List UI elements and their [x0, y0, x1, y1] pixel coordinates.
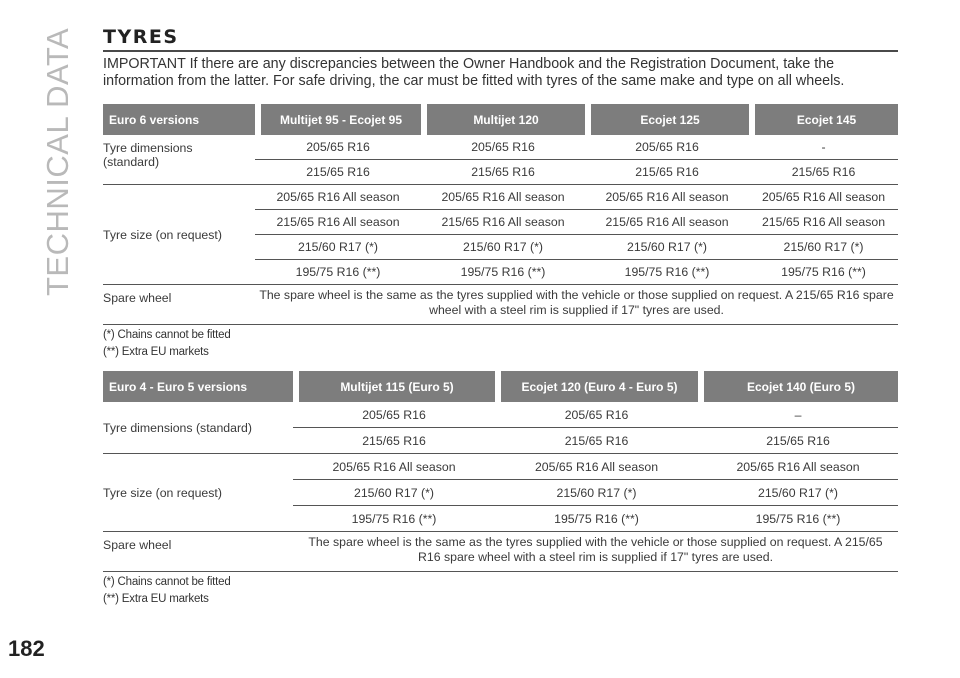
column-header: Euro 4 - Euro 5 versions [103, 371, 293, 402]
row-label: Tyre size (on request) [103, 454, 293, 532]
table-cell: 215/65 R16 All season [421, 210, 585, 235]
table-row [103, 402, 898, 428]
table-cell: 215/65 R16 All season [255, 210, 421, 235]
column-header: Ecojet 120 (Euro 4 - Euro 5) [495, 371, 698, 402]
table-cell: 215/65 R16 [495, 428, 698, 454]
table-cell: 215/65 R16 [749, 160, 898, 185]
spare-wheel-text: The spare wheel is the same as the tyres supplied with the vehicle or those supplied on request. A 215/65 R16 spare wheel with a steel rim is supplied if 17" tyres are used. [293, 532, 898, 572]
table-cell: 205/65 R16 [293, 402, 495, 428]
table-cell: 205/65 R16 All season [585, 185, 749, 210]
footnote: (*) Chains cannot be fitted [103, 576, 231, 588]
column-header: Ecojet 145 [749, 104, 898, 135]
table-cell: 195/75 R16 (**) [495, 506, 698, 532]
table-cell: 215/65 R16 [698, 428, 898, 454]
table-cell: 215/60 R17 (*) [421, 235, 585, 260]
page-content [103, 26, 898, 616]
tyres-table-euro6 [103, 104, 898, 325]
column-header: Multijet 95 - Ecojet 95 [255, 104, 421, 135]
table-cell: 195/75 R16 (**) [585, 260, 749, 285]
table-cell: 215/65 R16 All season [585, 210, 749, 235]
row-label: Tyre size (on request) [103, 185, 255, 285]
table-cell: 205/65 R16 All season [293, 454, 495, 480]
table-row [103, 454, 898, 480]
table-cell: 205/65 R16 [495, 402, 698, 428]
table-cell: - [749, 135, 898, 160]
table-cell: 215/60 R17 (*) [585, 235, 749, 260]
row-label: Tyre dimensions (standard) [103, 135, 255, 185]
table-row [103, 185, 898, 210]
table-cell: 215/65 R16 [421, 160, 585, 185]
table-cell: 205/65 R16 All season [421, 185, 585, 210]
section-side-label [40, 24, 74, 324]
row-label: Tyre dimensions (standard) [103, 402, 293, 454]
section-side-label-text: TECHNICAL DATA [40, 27, 75, 296]
table-cell: 205/65 R16 [585, 135, 749, 160]
table-cell: 205/65 R16 [255, 135, 421, 160]
table-cell: 205/65 R16 All season [749, 185, 898, 210]
intro-paragraph: IMPORTANT If there are any discrepancies between the Owner Handbook and the Registration Document, take the information from the latter. For safe driving, the car must be fitted with tyres of the same make and type on all wheels. [103, 56, 845, 89]
page-number: 182 [8, 636, 45, 661]
table-cell: 215/60 R17 (*) [495, 480, 698, 506]
footnote: (**) Extra EU markets [103, 593, 209, 605]
footnote: (**) Extra EU markets [103, 346, 209, 358]
table-cell: 215/60 R17 (*) [749, 235, 898, 260]
column-header: Ecojet 140 (Euro 5) [698, 371, 898, 402]
row-label: Spare wheel [103, 532, 293, 572]
table-cell: 195/75 R16 (**) [255, 260, 421, 285]
footnote: (*) Chains cannot be fitted [103, 329, 231, 341]
table-cell: 215/65 R16 [255, 160, 421, 185]
spare-wheel-text: The spare wheel is the same as the tyres supplied with the vehicle or those supplied on request. A 215/65 R16 spare wheel with a steel rim is supplied if 17" tyres are used. [255, 285, 898, 325]
section-heading: TYRES [103, 26, 898, 52]
footnotes [103, 327, 898, 361]
row-label: Spare wheel [103, 285, 255, 325]
tyres-table-euro4-euro5 [103, 371, 898, 572]
table-row [103, 285, 898, 325]
column-header: Multijet 115 (Euro 5) [293, 371, 495, 402]
table-row [103, 135, 898, 160]
table-cell: 215/60 R17 (*) [255, 235, 421, 260]
table-cell: 215/60 R17 (*) [698, 480, 898, 506]
footnotes [103, 574, 898, 608]
table-cell: 195/75 R16 (**) [749, 260, 898, 285]
table-cell: 215/60 R17 (*) [293, 480, 495, 506]
table-cell: 205/65 R16 All season [698, 454, 898, 480]
table-cell: 215/65 R16 [585, 160, 749, 185]
table-header-row [103, 371, 898, 402]
table-cell: 205/65 R16 All season [495, 454, 698, 480]
column-header: Ecojet 125 [585, 104, 749, 135]
table-cell: 195/75 R16 (**) [421, 260, 585, 285]
table-cell: 205/65 R16 [421, 135, 585, 160]
column-header: Multijet 120 [421, 104, 585, 135]
table-row [103, 532, 898, 572]
table-cell: 195/75 R16 (**) [698, 506, 898, 532]
table-cell: – [698, 402, 898, 428]
table-header-row [103, 104, 898, 135]
column-header: Euro 6 versions [103, 104, 255, 135]
table-cell: 195/75 R16 (**) [293, 506, 495, 532]
table-cell: 205/65 R16 All season [255, 185, 421, 210]
table-cell: 215/65 R16 All season [749, 210, 898, 235]
table-cell: 215/65 R16 [293, 428, 495, 454]
